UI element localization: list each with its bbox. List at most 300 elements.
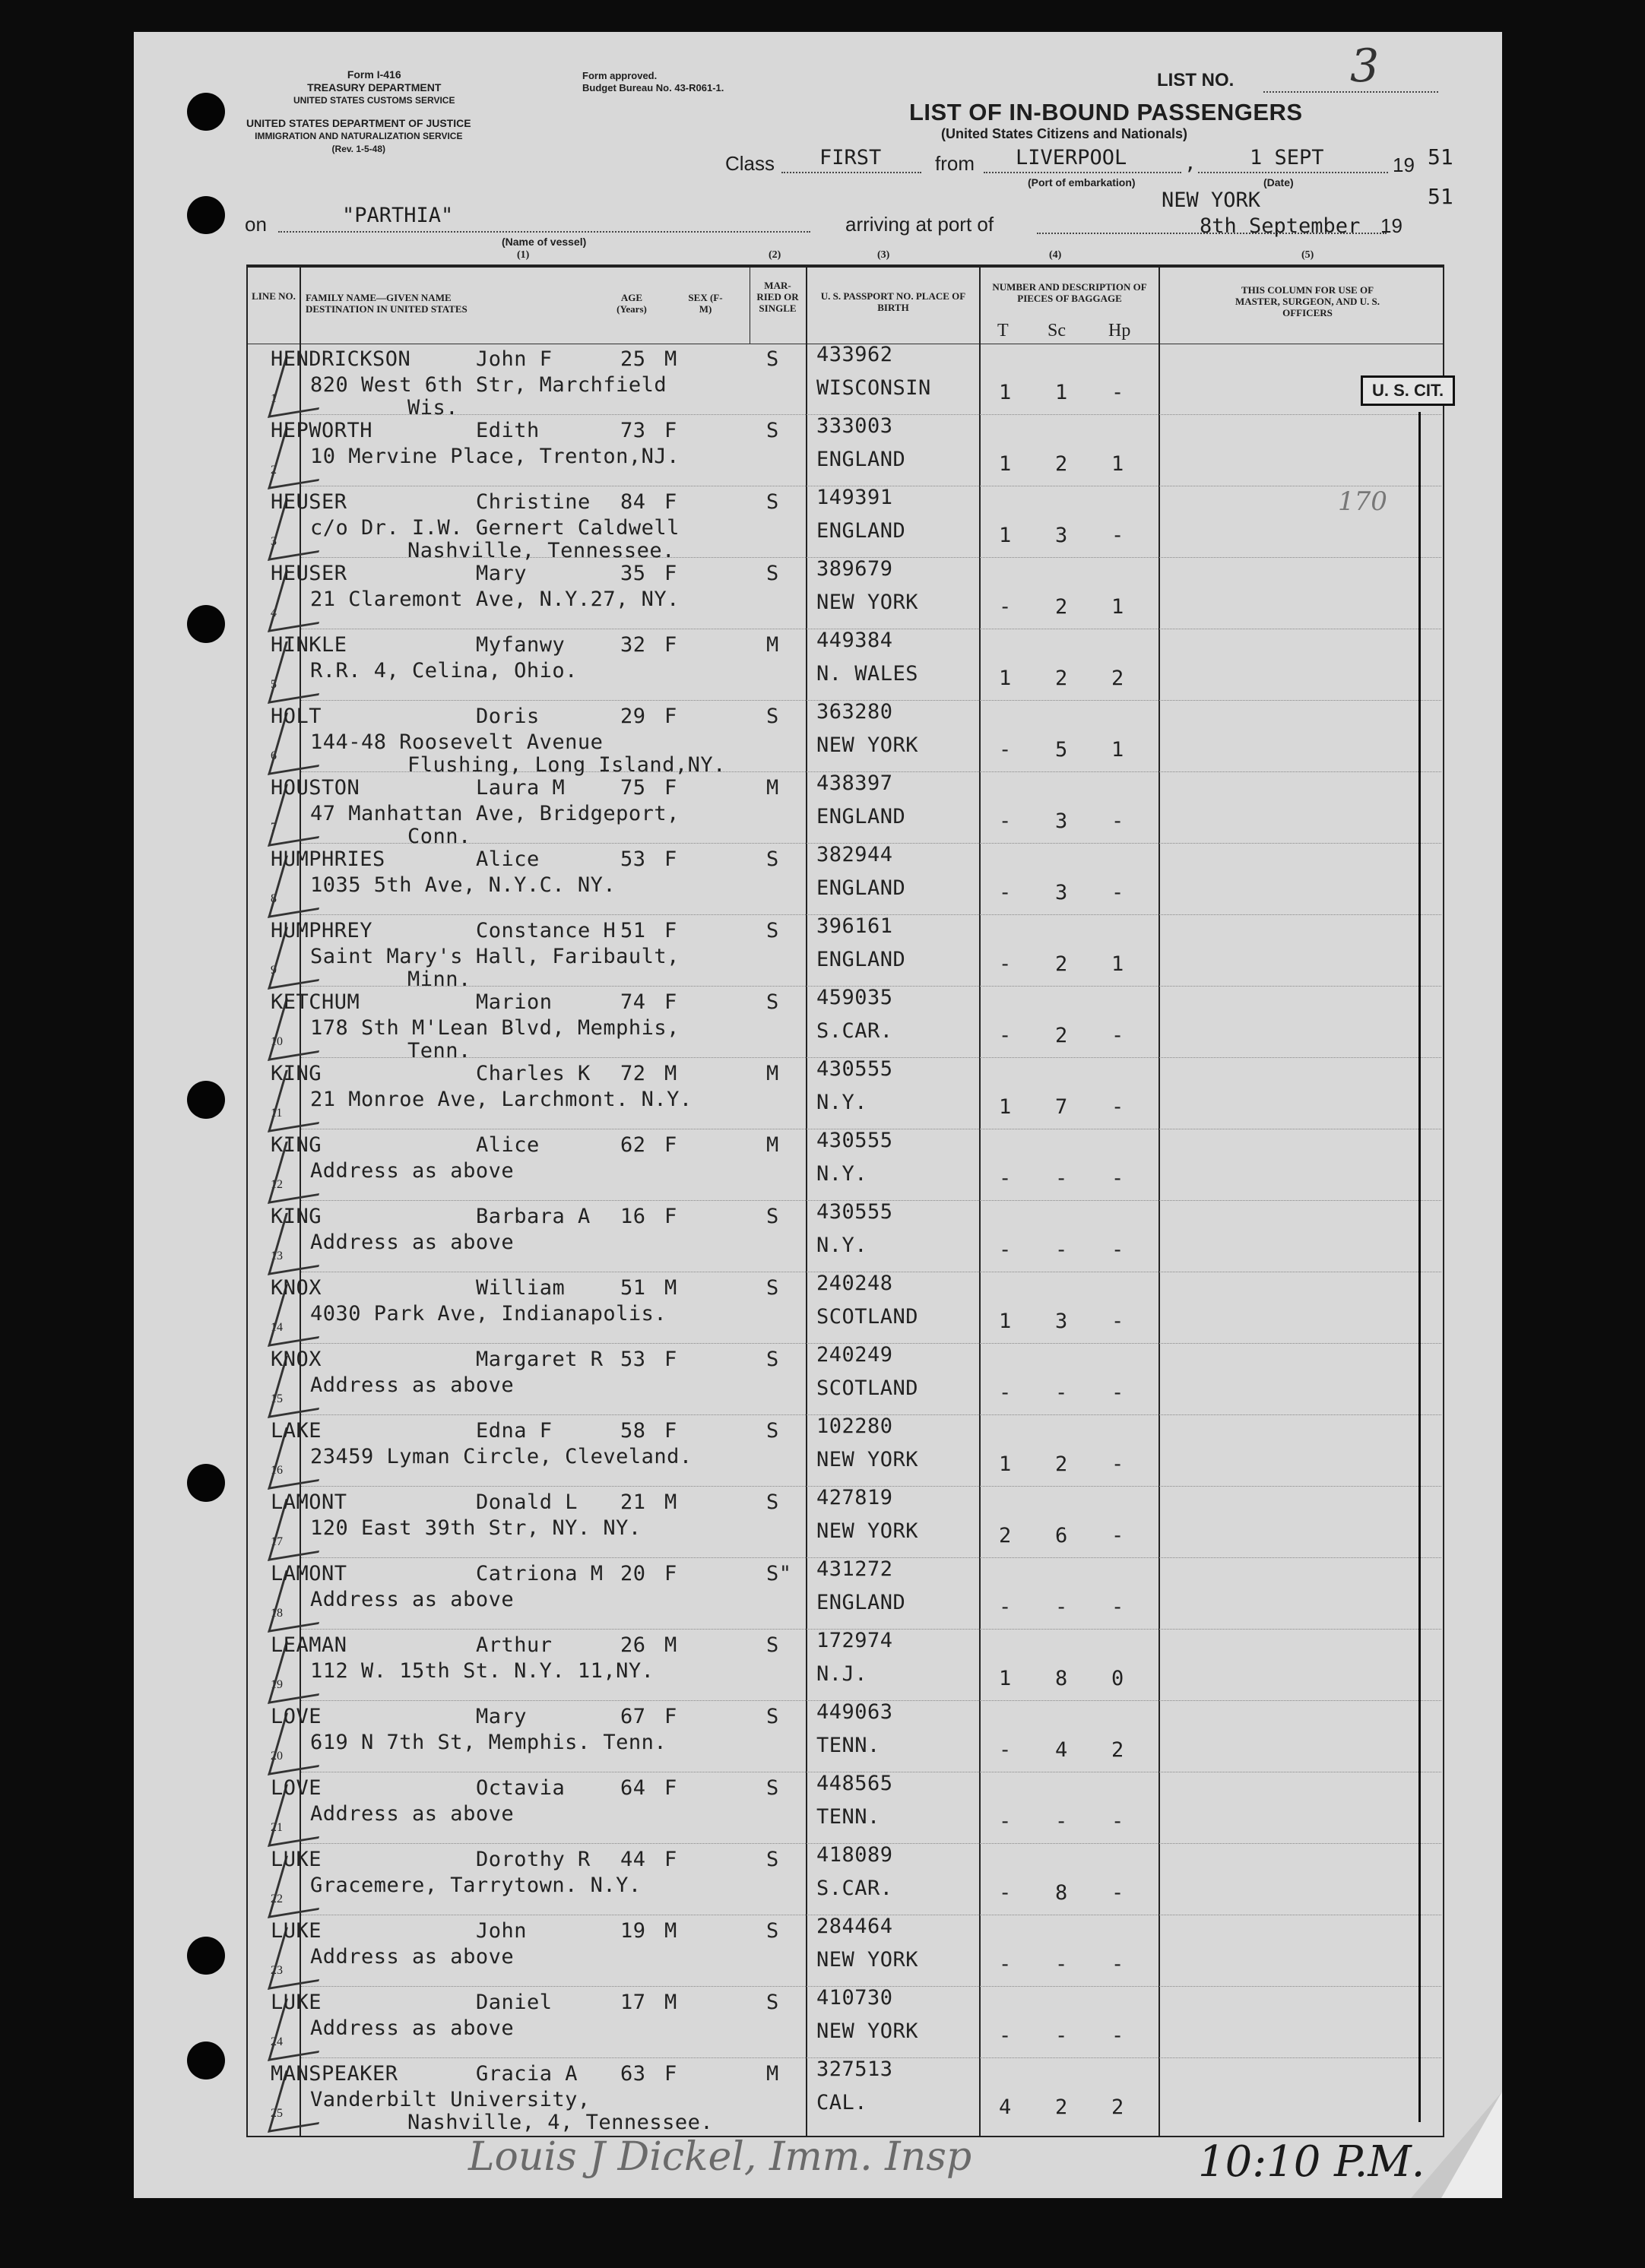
passport-number: 449384 [816, 629, 893, 652]
marital-status: S [766, 1419, 779, 1443]
bag-handpieces: - [1111, 1524, 1124, 1547]
passport-number: 433962 [816, 343, 893, 366]
address-line-2: Wis. [407, 396, 459, 420]
age: 26 [620, 1633, 646, 1657]
form-id-block [293, 68, 455, 107]
passport-number: 102280 [816, 1414, 893, 1438]
sex: F [664, 419, 677, 442]
age: 53 [620, 1348, 646, 1371]
given-name: Mary [476, 1705, 528, 1728]
bag-handpieces: 2 [1111, 667, 1124, 690]
passport-number: 240248 [816, 1272, 893, 1295]
passport-number: 430555 [816, 1129, 893, 1152]
given-name: Daniel [476, 1991, 553, 2014]
sex: F [664, 1562, 677, 1585]
bag-trunks: - [999, 1738, 1012, 1762]
sex: F [664, 1848, 677, 1871]
given-name: William [476, 1276, 566, 1300]
bag-trunks: 1 [999, 1452, 1012, 1476]
passport-number: 418089 [816, 1843, 893, 1867]
bag-handpieces: - [1111, 381, 1124, 404]
bag-trunks: 1 [999, 524, 1012, 547]
bag-trunks: 2 [999, 1524, 1012, 1547]
given-name: Alice [476, 847, 540, 871]
place-of-birth: N.Y. [816, 1162, 868, 1186]
passport-number: 327513 [816, 2057, 893, 2081]
address-line: Address as above [310, 2016, 515, 2040]
date-comma: , [1184, 152, 1197, 175]
marital-status: S [766, 1490, 779, 1514]
place-of-birth: NEW YORK [816, 2019, 919, 2043]
line-number: 10 [271, 1035, 283, 1048]
bag-handpieces: - [1111, 1595, 1124, 1619]
place-of-birth: ENGLAND [816, 805, 906, 828]
bag-suitcases: 2 [1055, 1452, 1068, 1476]
bag-handpieces: - [1111, 1238, 1124, 1262]
line-number: 3 [271, 535, 277, 548]
address-line: 120 East 39th Str, NY. NY. [310, 1516, 642, 1540]
on-label: on [245, 213, 267, 236]
given-name: Catriona M [476, 1562, 604, 1585]
bag-suitcases: - [1055, 1167, 1068, 1190]
table-row [248, 629, 1443, 701]
bag-suitcases: 1 [1055, 381, 1068, 404]
sex: F [664, 1776, 677, 1800]
table-row [248, 1987, 1443, 2058]
binder-hole [187, 605, 225, 643]
given-name: John F [476, 347, 553, 371]
line-number: 16 [271, 1464, 283, 1477]
marital-status: S [766, 1205, 779, 1228]
place-of-birth: ENGLAND [816, 948, 906, 971]
col-num-2: (2) [769, 249, 781, 261]
line-number: 12 [271, 1178, 283, 1191]
family-name: KNOX [271, 1348, 322, 1371]
given-name: Christine [476, 490, 591, 514]
family-name: KING [271, 1205, 322, 1228]
bag-trunks: - [999, 1953, 1012, 1976]
bag-sc-header: Sc [1048, 321, 1066, 341]
place-of-birth: WISCONSIN [816, 376, 931, 400]
age: 53 [620, 847, 646, 871]
bag-suitcases: 2 [1055, 452, 1068, 476]
address-line: Saint Mary's Hall, Faribault, [310, 945, 680, 968]
line-number: 5 [271, 678, 277, 691]
age: 63 [620, 2062, 646, 2086]
bag-t-header: T [997, 321, 1009, 341]
marital-status: S [766, 1776, 779, 1800]
family-name: HEUSER [271, 490, 347, 514]
passport-number: 396161 [816, 914, 893, 938]
sex: F [664, 847, 677, 871]
bag-trunks: 1 [999, 381, 1012, 404]
family-name: LOVE [271, 1776, 322, 1800]
bag-suitcases: 2 [1055, 1024, 1068, 1047]
given-name: Octavia [476, 1776, 566, 1800]
table-row [248, 1558, 1443, 1630]
bag-trunks: 1 [999, 1310, 1012, 1333]
place-of-birth: SCOTLAND [816, 1305, 919, 1329]
table-row [248, 1487, 1443, 1558]
table-row [248, 486, 1443, 562]
bag-suitcases: - [1055, 1953, 1068, 1976]
place-of-birth: S.CAR. [816, 1019, 893, 1043]
family-name: LUKE [271, 1848, 322, 1871]
col-married-header: MAR-RIED OR SINGLE [756, 280, 799, 314]
address-line: 10 Mervine Place, Trenton,NJ. [310, 445, 680, 468]
bag-trunks: - [999, 1238, 1012, 1262]
line-number: 17 [271, 1535, 283, 1548]
place-of-birth: NEW YORK [816, 591, 919, 614]
family-name: LEAMAN [271, 1633, 347, 1657]
bag-suitcases: 5 [1055, 738, 1068, 762]
place-of-birth: N.J. [816, 1662, 868, 1686]
ins-title: IMMIGRATION AND NATURALIZATION SERVICE [255, 131, 463, 141]
binder-hole [187, 1937, 225, 1975]
place-of-birth: NEW YORK [816, 1448, 919, 1471]
age: 32 [620, 633, 646, 657]
col-line-header: LINE NO. [252, 290, 296, 302]
table-row [248, 700, 1443, 777]
address-line: Address as above [310, 1945, 515, 1969]
bag-handpieces: - [1111, 1381, 1124, 1405]
sex: F [664, 1705, 677, 1728]
table-row [248, 558, 1443, 629]
age: 20 [620, 1562, 646, 1585]
bag-trunks: - [999, 2024, 1012, 2048]
marital-status: S [766, 1348, 779, 1371]
address-line: 47 Manhattan Ave, Bridgeport, [310, 802, 680, 825]
table-row [248, 1415, 1443, 1487]
folded-corner [1411, 2092, 1502, 2198]
passport-number: 430555 [816, 1200, 893, 1224]
line-number: 25 [271, 2107, 283, 2120]
given-name: Mary [476, 562, 528, 585]
line-number: 22 [271, 1893, 283, 1905]
age: 58 [620, 1419, 646, 1443]
line-number: 21 [271, 1821, 283, 1834]
place-of-birth: N. WALES [816, 662, 919, 686]
age: 74 [620, 990, 646, 1014]
marital-status: S [766, 1276, 779, 1300]
family-name: KNOX [271, 1276, 322, 1300]
bag-handpieces: 0 [1111, 1667, 1124, 1690]
bag-trunks: - [999, 1810, 1012, 1833]
age: 75 [620, 776, 646, 800]
page-subtitle: (United States Citizens and Nationals) [941, 126, 1188, 141]
place-of-birth: N.Y. [816, 1091, 868, 1114]
date-caption: (Date) [1263, 176, 1294, 188]
bag-handpieces: - [1111, 2024, 1124, 2048]
table-row [248, 1344, 1443, 1415]
from-line [984, 172, 1181, 173]
line-number: 23 [271, 1964, 283, 1977]
sex: F [664, 1133, 677, 1157]
bag-trunks: - [999, 1881, 1012, 1905]
bag-suitcases: 7 [1055, 1095, 1068, 1119]
line-number: 15 [271, 1392, 283, 1405]
revision: (Rev. 1-5-48) [331, 144, 386, 154]
marital-status: M [766, 633, 779, 657]
table-row [248, 1701, 1443, 1772]
from-value: LIVERPOOL [1016, 146, 1127, 169]
bag-trunks: - [999, 1595, 1012, 1619]
given-name: Constance H [476, 919, 616, 942]
passport-number: 382944 [816, 843, 893, 866]
passport-number: 459035 [816, 986, 893, 1009]
col-baggage-header: NUMBER AND DESCRIPTION OF PIECES OF BAGGAGE [992, 281, 1147, 304]
given-name: Edith [476, 419, 540, 442]
passport-number: 149391 [816, 486, 893, 509]
age: 73 [620, 419, 646, 442]
given-name: Donald L [476, 1490, 578, 1514]
age: 67 [620, 1705, 646, 1728]
sex: F [664, 776, 677, 800]
bag-trunks: - [999, 1167, 1012, 1190]
sex: M [664, 1276, 677, 1300]
age: 21 [620, 1490, 646, 1514]
passport-number: 427819 [816, 1486, 893, 1509]
sex: F [664, 1205, 677, 1228]
address-line-2: Nashville, 4, Tennessee. [407, 2111, 714, 2134]
table-row [248, 1772, 1443, 1844]
line-number: 4 [271, 607, 277, 619]
stamp-note: 170 [1338, 486, 1387, 517]
sex: F [664, 919, 677, 942]
age: 35 [620, 562, 646, 585]
sex: M [664, 1991, 677, 2014]
given-name: Margaret R [476, 1348, 604, 1371]
family-name: HEPWORTH [271, 419, 373, 442]
table-row [248, 771, 1443, 848]
bag-handpieces: - [1111, 1024, 1124, 1047]
family-name: HINKLE [271, 633, 347, 657]
sex: F [664, 2062, 677, 2086]
from-label: from [935, 152, 975, 175]
given-name: Barbara A [476, 1205, 591, 1228]
marital-status: S" [766, 1562, 792, 1585]
age: 25 [620, 347, 646, 371]
passport-number: 430555 [816, 1057, 893, 1081]
line-number: 18 [271, 1607, 283, 1620]
place-of-birth: ENGLAND [816, 519, 906, 543]
class-label: Class [725, 152, 775, 175]
passport-number: 431272 [816, 1557, 893, 1581]
place-of-birth: NEW YORK [816, 733, 919, 757]
col-passport-header: U. S. PASSPORT NO. PLACE OF BIRTH [820, 290, 966, 313]
marital-status: S [766, 1919, 779, 1943]
address-line: 112 W. 15th St. N.Y. 11,NY. [310, 1659, 655, 1683]
place-of-birth: S.CAR. [816, 1877, 893, 1900]
date-value: 1 SEPT [1250, 146, 1324, 169]
table-row [248, 2057, 1443, 2134]
sex: M [664, 1062, 677, 1085]
bag-suitcases: - [1055, 2024, 1068, 2048]
family-name: LUKE [271, 1919, 322, 1943]
given-name: Alice [476, 1133, 540, 1157]
table-row [248, 1129, 1443, 1201]
bag-handpieces: - [1111, 1452, 1124, 1476]
address-line-2: Conn. [407, 825, 471, 848]
address-line: Address as above [310, 1588, 515, 1611]
line-number: 11 [271, 1107, 283, 1120]
binder-hole [187, 93, 225, 131]
col-name-header: FAMILY NAME—GIVEN NAME DESTINATION IN UNITED STATES [306, 292, 468, 315]
marital-status: S [766, 1705, 779, 1728]
bag-trunks: - [999, 1381, 1012, 1405]
address-line-2: Minn. [407, 968, 471, 991]
bag-suitcases: 2 [1055, 595, 1068, 619]
sex: F [664, 633, 677, 657]
age: 62 [620, 1133, 646, 1157]
age: 19 [620, 1919, 646, 1943]
table-row [248, 986, 1443, 1063]
bag-handpieces: - [1111, 1310, 1124, 1333]
bag-suitcases: 8 [1055, 1667, 1068, 1690]
passport-number: 333003 [816, 414, 893, 438]
bag-handpieces: - [1111, 524, 1124, 547]
passport-number: 438397 [816, 771, 893, 795]
list-no-value: 3 [1350, 40, 1380, 93]
address-line: 144-48 Roosevelt Avenue [310, 730, 604, 754]
address-line-2: Flushing, Long Island,NY. [407, 753, 726, 777]
family-name: KETCHUM [271, 990, 360, 1014]
vessel-line [278, 231, 810, 233]
given-name: Dorothy R [476, 1848, 591, 1871]
address-line: 23459 Lyman Circle, Cleveland. [310, 1445, 693, 1468]
vessel-value: "PARTHIA" [342, 204, 454, 227]
passport-number: 410730 [816, 1986, 893, 2010]
address-line: Address as above [310, 1373, 515, 1397]
bag-handpieces: - [1111, 1881, 1124, 1905]
us-cit-stamp: U. S. CIT. [1361, 375, 1455, 406]
family-name: MANSPEAKER [271, 2062, 398, 2086]
address-line: 21 Claremont Ave, N.Y.27, NY. [310, 588, 680, 611]
bag-trunks: - [999, 809, 1012, 833]
address-line: Address as above [310, 1802, 515, 1826]
bag-handpieces: - [1111, 1095, 1124, 1119]
address-line: 21 Monroe Ave, Larchmont. N.Y. [310, 1088, 693, 1111]
given-name: John [476, 1919, 528, 1943]
budget-number: Budget Bureau No. 43-R061-1. [582, 82, 724, 93]
list-no-label: LIST NO. [1157, 70, 1235, 90]
family-name: LAKE [271, 1419, 322, 1443]
sex: F [664, 990, 677, 1014]
approval-block [582, 70, 724, 94]
marital-status: S [766, 1633, 779, 1657]
sex: F [664, 562, 677, 585]
marital-status: M [766, 1133, 779, 1157]
family-name: HUMPHREY [271, 919, 373, 942]
line-number: 19 [271, 1678, 283, 1691]
bag-suitcases: 3 [1055, 1310, 1068, 1333]
bag-trunks: 4 [999, 2095, 1012, 2119]
col-num-4: (4) [1049, 249, 1062, 261]
marital-status: S [766, 562, 779, 585]
doj-title: UNITED STATES DEPARTMENT OF JUSTICE [246, 117, 471, 129]
line-number: 24 [271, 2035, 283, 2048]
arrival-port: NEW YORK [1162, 188, 1261, 212]
place-of-birth: ENGLAND [816, 448, 906, 471]
department: TREASURY DEPARTMENT [307, 81, 442, 93]
bag-hp-header: Hp [1108, 321, 1131, 341]
bag-handpieces: 1 [1111, 452, 1124, 476]
bag-handpieces: 1 [1111, 595, 1124, 619]
marital-status: S [766, 919, 779, 942]
address-line: 619 N 7th St, Memphis. Tenn. [310, 1731, 667, 1754]
family-name: LAMONT [271, 1562, 347, 1585]
given-name: Arthur [476, 1633, 553, 1657]
signature-time: 10:10 P.M. [1198, 2137, 1425, 2187]
bag-suitcases: 3 [1055, 524, 1068, 547]
bag-handpieces: 1 [1111, 952, 1124, 976]
table-row [248, 1272, 1443, 1344]
marital-status: S [766, 847, 779, 871]
table-row [248, 1201, 1443, 1272]
bag-suitcases: 2 [1055, 952, 1068, 976]
arrival-year-suffix: 51 [1428, 184, 1453, 209]
bag-handpieces: - [1111, 1810, 1124, 1833]
bag-handpieces: - [1111, 1953, 1124, 1976]
age: 29 [620, 705, 646, 728]
marital-status: S [766, 490, 779, 514]
address-line: Gracemere, Tarrytown. N.Y. [310, 1874, 642, 1897]
bag-trunks: 1 [999, 1667, 1012, 1690]
passport-number: 448565 [816, 1772, 893, 1795]
table-row [248, 1915, 1443, 1987]
given-name: Doris [476, 705, 540, 728]
address-line: 178 Sth M'Lean Blvd, Memphis, [310, 1016, 680, 1040]
bag-trunks: 1 [999, 452, 1012, 476]
binder-hole [187, 1464, 225, 1502]
bag-trunks: - [999, 952, 1012, 976]
family-name: HENDRICKSON [271, 347, 411, 371]
col-sex-header: SEX (F-M) [688, 292, 723, 315]
marital-status: M [766, 776, 779, 800]
address-line: Vanderbilt University, [310, 2088, 591, 2111]
passport-number: 172974 [816, 1629, 893, 1652]
arrival-year-prefix: 19 [1380, 214, 1403, 237]
table-row [248, 1630, 1443, 1701]
family-name: KING [271, 1133, 322, 1157]
sex: F [664, 1419, 677, 1443]
family-name: LOVE [271, 1705, 322, 1728]
marital-status: S [766, 419, 779, 442]
bag-suitcases: 2 [1055, 2095, 1068, 2119]
address-line: R.R. 4, Celina, Ohio. [310, 659, 578, 683]
page-title: LIST OF IN-BOUND PASSENGERS [909, 99, 1303, 125]
binder-hole [187, 196, 225, 234]
address-line: 1035 5th Ave, N.Y.C. NY. [310, 873, 616, 897]
year-suffix: 51 [1428, 144, 1453, 169]
line-number: 13 [271, 1250, 283, 1262]
marital-status: M [766, 2062, 779, 2086]
us-cit-line [1418, 412, 1421, 2122]
address-line: Address as above [310, 1231, 515, 1254]
family-name: LAMONT [271, 1490, 347, 1514]
table-row [248, 1844, 1443, 1915]
given-name: Myfanwy [476, 633, 566, 657]
address-line: Address as above [310, 1159, 515, 1183]
age: 51 [620, 919, 646, 942]
age: 44 [620, 1848, 646, 1871]
age: 17 [620, 1991, 646, 2014]
marital-status: S [766, 1848, 779, 1871]
sex: F [664, 705, 677, 728]
family-name: LUKE [271, 1991, 322, 2014]
sex: M [664, 1633, 677, 1657]
port-embark-caption: (Port of embarkation) [1028, 176, 1136, 188]
